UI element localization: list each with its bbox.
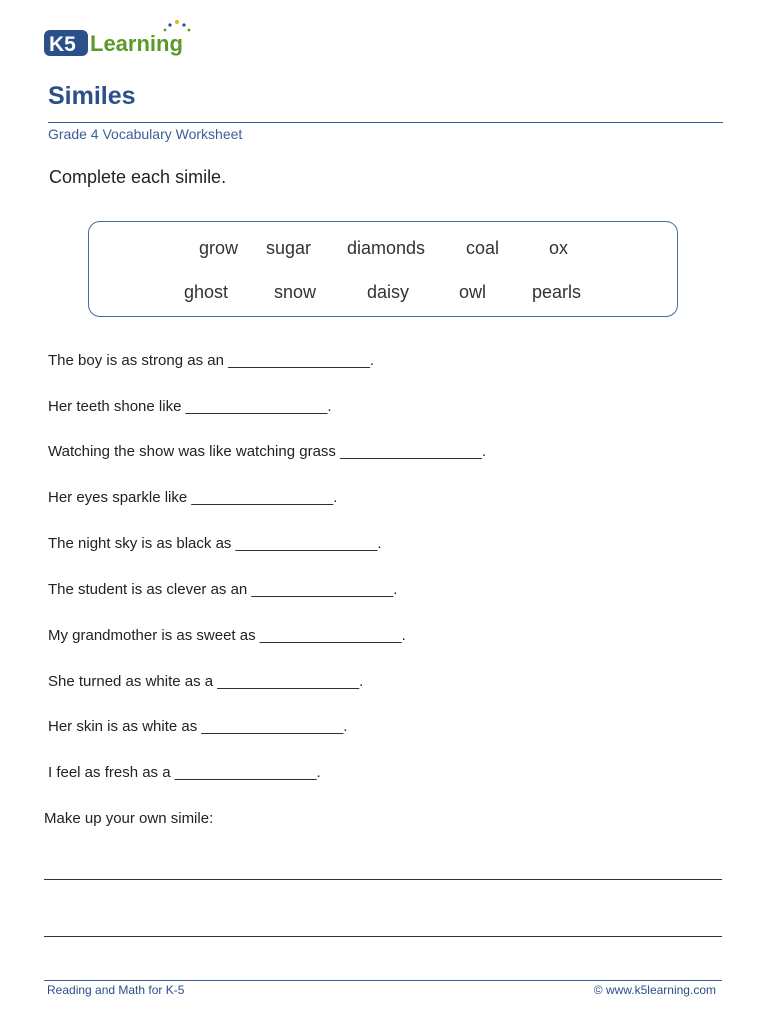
svg-text:Learning: Learning xyxy=(90,31,183,56)
footer-divider xyxy=(44,980,722,981)
word-bank-item: ox xyxy=(549,238,569,258)
simile-sentence: My grandmother is as sweet as _________________. xyxy=(48,627,406,644)
word-bank-item: ghost xyxy=(184,282,229,302)
simile-sentence: The student is as clever as an _________________. xyxy=(48,581,398,598)
word-bank-item: diamonds xyxy=(347,238,426,258)
word-bank-item: coal xyxy=(466,238,500,258)
instructions: Complete each simile. xyxy=(49,167,227,187)
page-title: Similes xyxy=(48,82,136,110)
svg-text:K5: K5 xyxy=(49,33,76,56)
word-bank-item: sugar xyxy=(266,238,312,258)
simile-sentence: The boy is as strong as an _________________. xyxy=(48,352,375,369)
word-bank-item: snow xyxy=(274,282,317,302)
answer-line xyxy=(44,879,722,880)
simile-sentence: Watching the show was like watching grass _________________. xyxy=(48,443,487,460)
word-bank-item: grow xyxy=(199,238,239,258)
word-bank-item: daisy xyxy=(367,282,410,302)
simile-sentence: She turned as white as a _________________. xyxy=(48,673,364,690)
footer-tagline: Reading and Math for K-5 xyxy=(47,983,185,997)
footer-website: © www.k5learning.com xyxy=(593,983,716,997)
own-simile-prompt: Make up your own simile: xyxy=(44,810,214,827)
simile-sentence: Her teeth shone like _________________. xyxy=(48,398,332,415)
answer-line xyxy=(44,936,722,937)
word-bank xyxy=(88,221,678,317)
word-bank-item: owl xyxy=(459,282,487,302)
word-bank-item: pearls xyxy=(532,282,582,302)
k5-learning-logo xyxy=(44,16,214,60)
title-divider xyxy=(48,122,723,123)
simile-sentence: I feel as fresh as a _________________. xyxy=(48,764,321,781)
simile-sentence: Her skin is as white as _________________. xyxy=(48,718,348,735)
worksheet-subtitle: Grade 4 Vocabulary Worksheet xyxy=(48,126,243,142)
simile-sentence: The night sky is as black as _________________. xyxy=(48,535,382,552)
simile-sentence: Her eyes sparkle like _________________. xyxy=(48,489,338,506)
